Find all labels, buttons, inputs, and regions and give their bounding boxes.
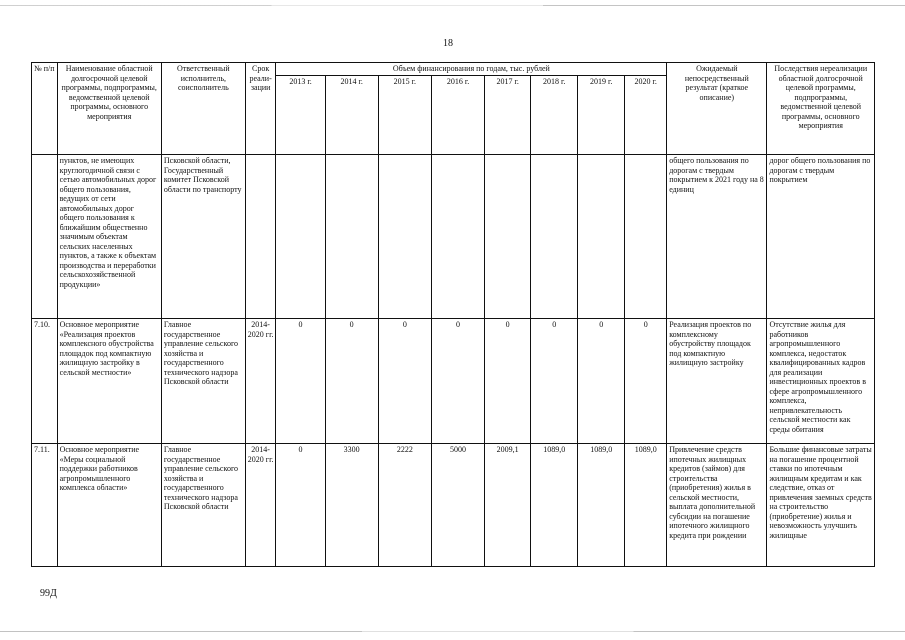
row-consequences: Отсутствие жилья для работников агропромышленного комплекса, недостаток квалифицированных кадров для реализации инвестиционных проектов в сфере агропромышленного комплекса, непривлекательность сельской местности как среды обитания	[767, 319, 875, 444]
row-value: 0	[378, 319, 431, 444]
header-responsible: Ответственный исполнитель, соисполнитель	[161, 63, 245, 155]
header-consequences: Последствия нереализации областной долгосрочной целевой программы, подпрограммы, ведомственной целевой программы, основного мероприятия	[767, 63, 875, 155]
header-year: 2020 г.	[625, 76, 667, 155]
footer-code: 99Д	[40, 588, 57, 599]
row-consequences: дорог общего пользования по дорогам с твердым покрытием	[767, 155, 875, 319]
row-name: пунктов, не имеющих круглогодичной связи с сетью автомобильных дорог общего пользования, ведущих от сети автомобильных дорог общего пользования к ближайшим общественно значимым объектам сельских населенных пунктов, а также к объектам производства и переработки сельскохозяйственной продукции»	[57, 155, 161, 319]
row-responsible: Псковской области, Государственный комитет Псковской области по транспорту	[161, 155, 245, 319]
header-year: 2013 г.	[276, 76, 325, 155]
row-value: 0	[276, 444, 325, 567]
row-value	[431, 155, 484, 319]
row-value	[625, 155, 667, 319]
row-value: 2009,1	[485, 444, 531, 567]
funding-table	[31, 62, 875, 567]
row-consequences: Большие финансовые затраты на погашение процентной ставки по ипотечным жилищным кредитам и как следствие, отказ от привлечения заемных средств на строительство (приобретение) жилья и невозможность улучшить жилищные	[767, 444, 875, 567]
row-value: 0	[431, 319, 484, 444]
table-row	[32, 319, 875, 444]
row-result: Привлечение средств ипотечных жилищных кредитов (займов) для строительства (приобретения) жилья в сельской местности, выплата дополнительной субсидии на погашение ипотечного жилищного кредита при рождении	[667, 444, 767, 567]
header-term: Срок реали- зации	[245, 63, 276, 155]
header-name: Наименование областной долгосрочной целевой программы, подпрограммы, ведомственной целевой программы, основного мероприятия	[57, 63, 161, 155]
table-row	[32, 444, 875, 567]
scan-edge-top	[0, 5, 905, 6]
row-responsible: Главное государственное управление сельского хозяйства и государственного технического надзора Псковской области	[161, 444, 245, 567]
row-responsible: Главное государственное управление сельского хозяйства и государственного технического надзора Псковской области	[161, 319, 245, 444]
header-result: Ожидаемый непосредственный результат (краткое описание)	[667, 63, 767, 155]
row-num: 7.11.	[32, 444, 58, 567]
row-value: 0	[531, 319, 578, 444]
row-name: Основное мероприятие «Реализация проектов комплексного обустройства площадок под компактную жилищную застройку в сельской местности»	[57, 319, 161, 444]
row-value: 5000	[431, 444, 484, 567]
row-num: 7.10.	[32, 319, 58, 444]
header-year: 2016 г.	[431, 76, 484, 155]
row-value: 3300	[325, 444, 378, 567]
header-row-top	[32, 63, 875, 76]
header-year: 2015 г.	[378, 76, 431, 155]
row-value	[485, 155, 531, 319]
row-value: 1089,0	[531, 444, 578, 567]
row-term: 2014-2020 гг.	[245, 444, 276, 567]
row-value	[276, 155, 325, 319]
header-year: 2014 г.	[325, 76, 378, 155]
row-value: 0	[578, 319, 625, 444]
row-value	[325, 155, 378, 319]
row-value: 1089,0	[625, 444, 667, 567]
row-value: 2222	[378, 444, 431, 567]
header-num: № п/п	[32, 63, 58, 155]
row-term	[245, 155, 276, 319]
header-funding: Объем финансирования по годам, тыс. рублей	[276, 63, 667, 76]
row-value	[378, 155, 431, 319]
row-value: 0	[325, 319, 378, 444]
scan-edge-bottom	[0, 631, 905, 632]
row-term: 2014-2020 гг.	[245, 319, 276, 444]
row-name: Основное мероприятие «Меры социальной поддержки работников агропромышленного комплекса области»	[57, 444, 161, 567]
header-year: 2019 г.	[578, 76, 625, 155]
row-result: Реализация проектов по комплексному обустройству площадок под компактную жилищную застройку	[667, 319, 767, 444]
row-value: 0	[485, 319, 531, 444]
row-value	[578, 155, 625, 319]
row-value: 0	[276, 319, 325, 444]
row-num	[32, 155, 58, 319]
header-year: 2018 г.	[531, 76, 578, 155]
row-result: общего пользования по дорогам с твердым покрытием к 2021 году на 8 единиц	[667, 155, 767, 319]
row-value	[531, 155, 578, 319]
page-number: 18	[443, 38, 453, 49]
row-value: 0	[625, 319, 667, 444]
table-row	[32, 155, 875, 319]
header-year: 2017 г.	[485, 76, 531, 155]
row-value: 1089,0	[578, 444, 625, 567]
